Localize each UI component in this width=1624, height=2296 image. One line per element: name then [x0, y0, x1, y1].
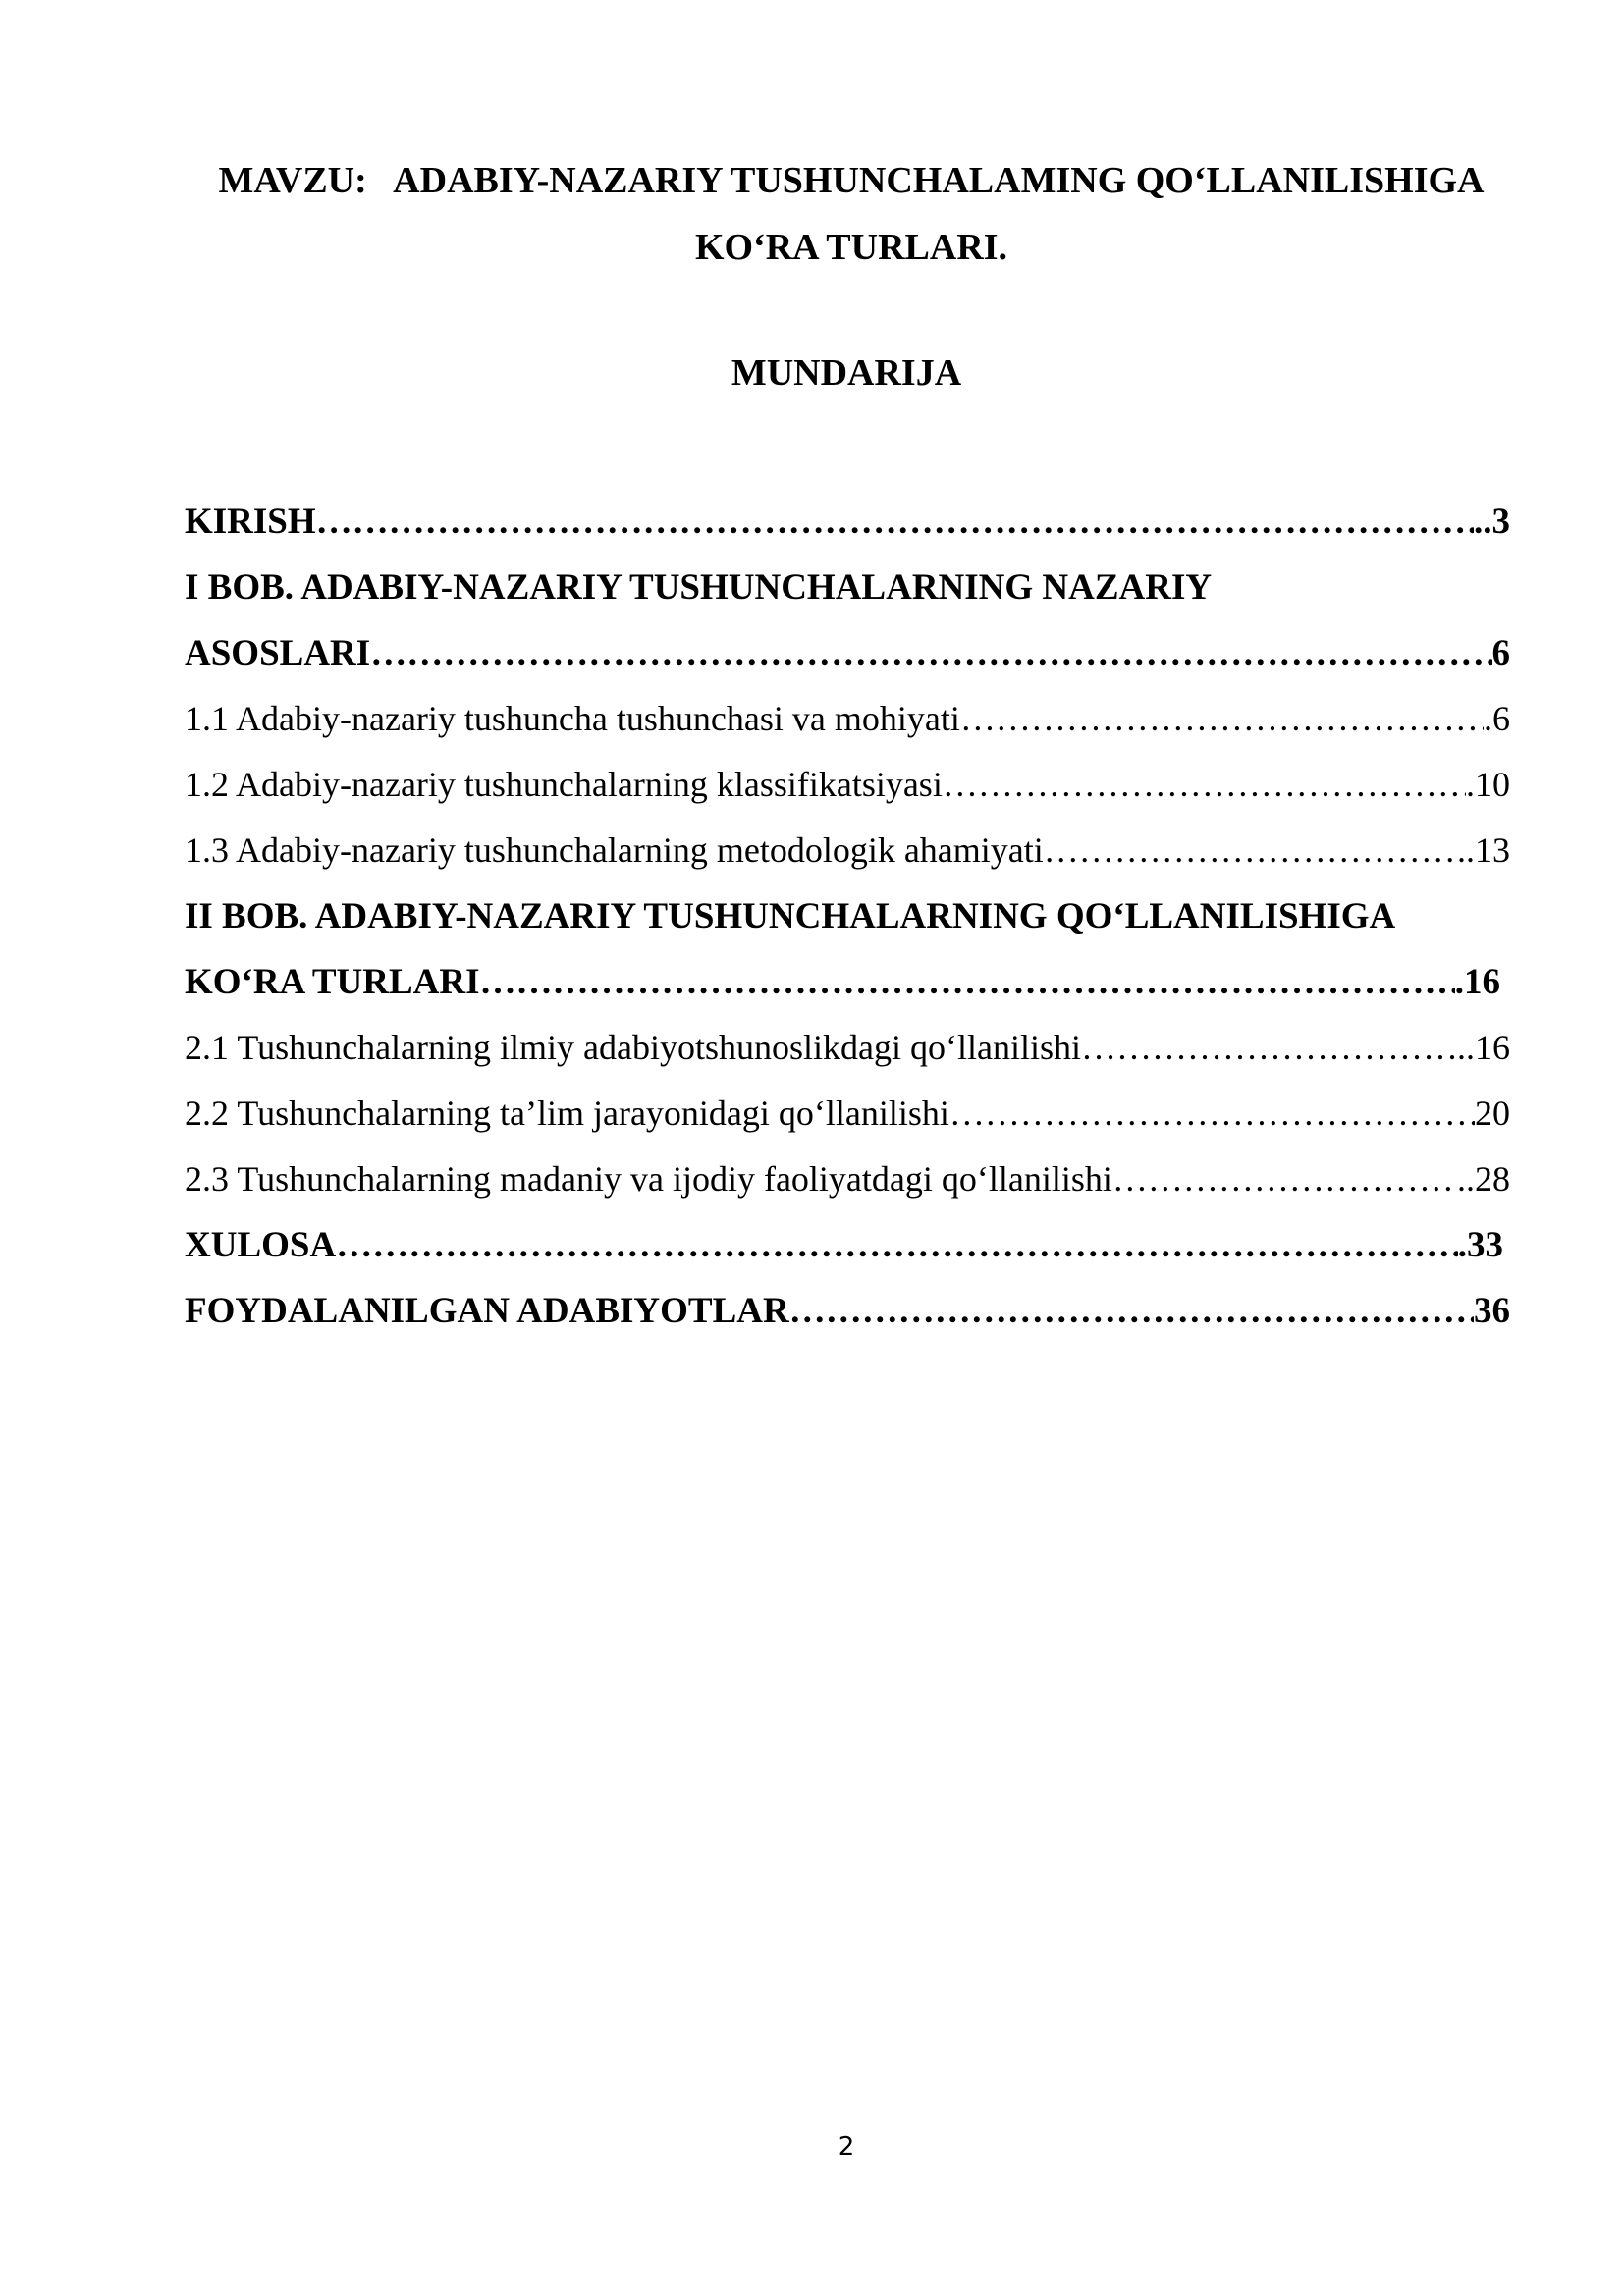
toc-section-2-2[interactable] [185, 1081, 1510, 1147]
toc-page-number: ..13 [1457, 830, 1510, 870]
toc-entry-kirish[interactable] [185, 489, 1510, 555]
toc-entry-label: FOYDALANILGAN ADABIYOTLAR [185, 1291, 789, 1331]
toc-dot-leader [370, 620, 1491, 686]
toc-dot-leader [949, 1081, 1475, 1147]
toc-dot-leader [1112, 1147, 1457, 1212]
toc-section-1-1[interactable] [185, 686, 1510, 752]
toc-dot-leader [480, 949, 1455, 1015]
toc-page-number: .10 [1466, 765, 1510, 804]
toc-dot-leader [789, 1278, 1474, 1344]
toc-entry-label: XULOSA [185, 1225, 337, 1265]
toc-entry-label: KO‘RA TURLARI [185, 962, 480, 1002]
toc-entry-xulosa[interactable] [185, 1212, 1510, 1278]
toc-entry-label: 1.3 Adabiy-nazariy tushunchalarning metodologik ahamiyati [185, 830, 1044, 870]
toc-chapter-1-title[interactable] [185, 555, 1510, 620]
toc-page-number: .16 [1454, 962, 1500, 1002]
toc-page-number: 20 [1475, 1094, 1510, 1133]
toc-chapter-2-title[interactable] [185, 883, 1510, 949]
toc-chapter-2-title-cont[interactable] [185, 949, 1510, 1015]
toc-entry-label: 2.3 Tushunchalarning madaniy va ijodiy faoliyatdagi qo‘llanilishi [185, 1159, 1112, 1199]
toc-entry-label: II BOB. ADABIY-NAZARIY TUSHUNCHALARNING QO‘LLANILISHIGA [185, 896, 1396, 936]
toc-entry-label: KIRISH [185, 502, 316, 542]
toc-page-number: 36 [1474, 1291, 1510, 1331]
toc-entry-label: ASOSLARI [185, 633, 371, 673]
toc-entry-label: 1.1 Adabiy-nazariy tushuncha tushunchasi va mohiyati [185, 699, 960, 738]
page-number: 2 [838, 2132, 855, 2162]
toc-page-number: 6 [1491, 633, 1510, 673]
toc-entry-label: 2.1 Tushunchalarning ilmiy adabiyotshunoslikdagi qo‘llanilishi [185, 1028, 1081, 1067]
title-line-2: KO‘RA TURLARI. [694, 227, 1008, 268]
toc-dot-leader [960, 686, 1484, 752]
table-of-contents [185, 489, 1510, 1344]
toc-section-1-3[interactable] [185, 818, 1510, 883]
toc-page-number: ..28 [1457, 1159, 1510, 1199]
document-title [118, 147, 1585, 281]
toc-page-number: ..3 [1474, 502, 1510, 542]
toc-section-2-3[interactable] [185, 1147, 1510, 1212]
toc-dot-leader [1044, 818, 1457, 883]
toc-dot-leader [336, 1212, 1458, 1278]
toc-page-number: .33 [1457, 1225, 1503, 1265]
toc-entry-label: I BOB. ADABIY-NAZARIY TUSHUNCHALARNING NAZARIY [185, 567, 1213, 608]
toc-page-number: .6 [1484, 699, 1510, 738]
toc-dot-leader [316, 489, 1474, 555]
toc-dot-leader [1081, 1015, 1457, 1081]
toc-section-1-2[interactable] [185, 752, 1510, 818]
toc-section-2-1[interactable] [185, 1015, 1510, 1081]
toc-entry-label: 1.2 Adabiy-nazariy tushunchalarning klassifikatsiyasi [185, 765, 943, 804]
toc-page-number: ..16 [1457, 1028, 1510, 1067]
toc-entry-label: 2.2 Tushunchalarning ta’lim jarayonidagi qo‘llanilishi [185, 1094, 949, 1133]
toc-heading: MUNDARIJA [731, 352, 962, 394]
title-line-1: MAVZU: ADABIY-NAZARIY TUSHUNCHALAMING QO‘LLANILISHIGA [218, 160, 1485, 201]
toc-chapter-1-title-cont[interactable] [185, 620, 1510, 686]
toc-dot-leader [943, 752, 1466, 818]
toc-entry-adabiyotlar[interactable] [185, 1278, 1510, 1344]
